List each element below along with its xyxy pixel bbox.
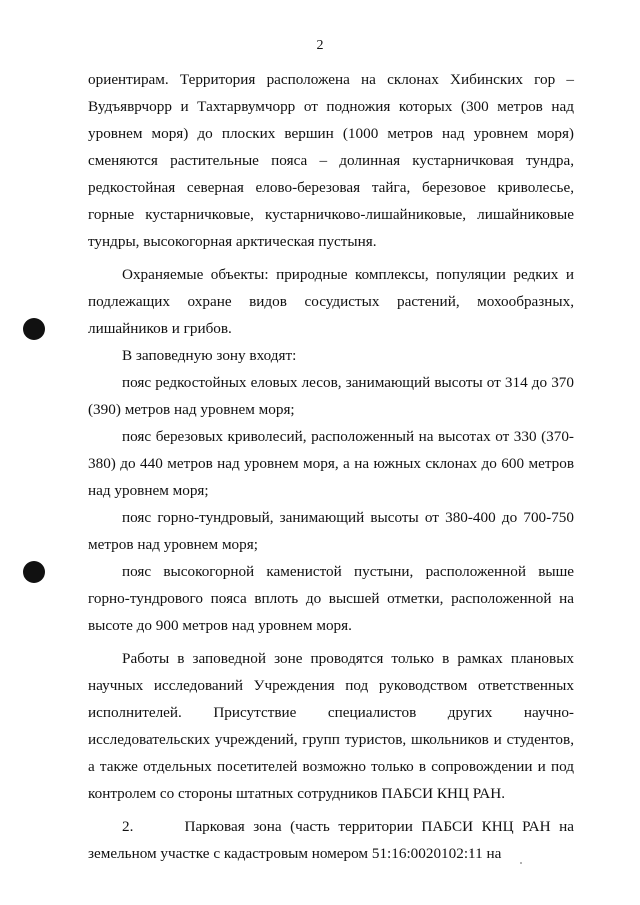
page-number: 2 bbox=[316, 38, 324, 53]
paragraph-reserve-zone-intro: В заповедную зону входят: bbox=[122, 347, 297, 364]
document-body bbox=[88, 66, 574, 867]
paragraph-spruce-belt: пояс редкостойных еловых лесов, занимающий высоты от 314 до 370 (390) метров над уровнем моря; bbox=[88, 374, 574, 418]
punch-hole-mark bbox=[23, 561, 45, 583]
paragraph-territory: ориентирам. Территория расположена на склонах Хибинских гор – Вудъяврчорр и Тахтарвумчорр от подножия которых (300 метров над уровнем моря) до плоских вершин (1000 метров над уровнем моря) сменяются растительные пояса – долинная кустарничковая тундра, редкостойная северная елово-березовая тайга, березовое криволесье, горные кустарничковые, кустарничково-лишайниковые, лишайниковые тундры, высокогорная арктическая пустыня. bbox=[88, 71, 574, 250]
paragraph-tundra-belt: пояс горно-тундровый, занимающий высоты от 380-400 до 700-750 метров над уровнем моря; bbox=[88, 509, 574, 553]
punch-hole-mark bbox=[23, 318, 45, 340]
paragraph-desert-belt: пояс высокогорной каменистой пустыни, расположенной выше горно-тундрового пояса вплоть до высшей отметки, расположенной на высоте до 900 метров над уровнем моря. bbox=[88, 563, 574, 634]
paragraph-birch-belt: пояс березовых криволесий, расположенный на высотах от 330 (370-380) до 440 метров над уровнем моря, а на южных склонах до 600 метров над уровнем моря; bbox=[88, 428, 574, 499]
paragraph-works-rules: Работы в заповедной зоне проводятся только в рамках плановых научных исследований Учреждения под руководством ответственных исполнителей. Присутствие специалистов других научно-исследовательских учреждений, групп туристов, школьников и студентов, а также отдельных посетителей возможно только в сопровождении и под контролем со стороны штатных сотрудников ПАБСИ КНЦ РАН. bbox=[88, 650, 574, 802]
paragraph-protected-objects: Охраняемые объекты: природные комплексы, популяции редких и подлежащих охране видов сосудистых растений, мохообразных, лишайников и грибов. bbox=[88, 266, 574, 337]
paragraph-park-zone: 2. Парковая зона (часть территории ПАБСИ КНЦ РАН на земельном участке с кадастровым номером 51:16:0020102:11 на bbox=[88, 818, 574, 862]
